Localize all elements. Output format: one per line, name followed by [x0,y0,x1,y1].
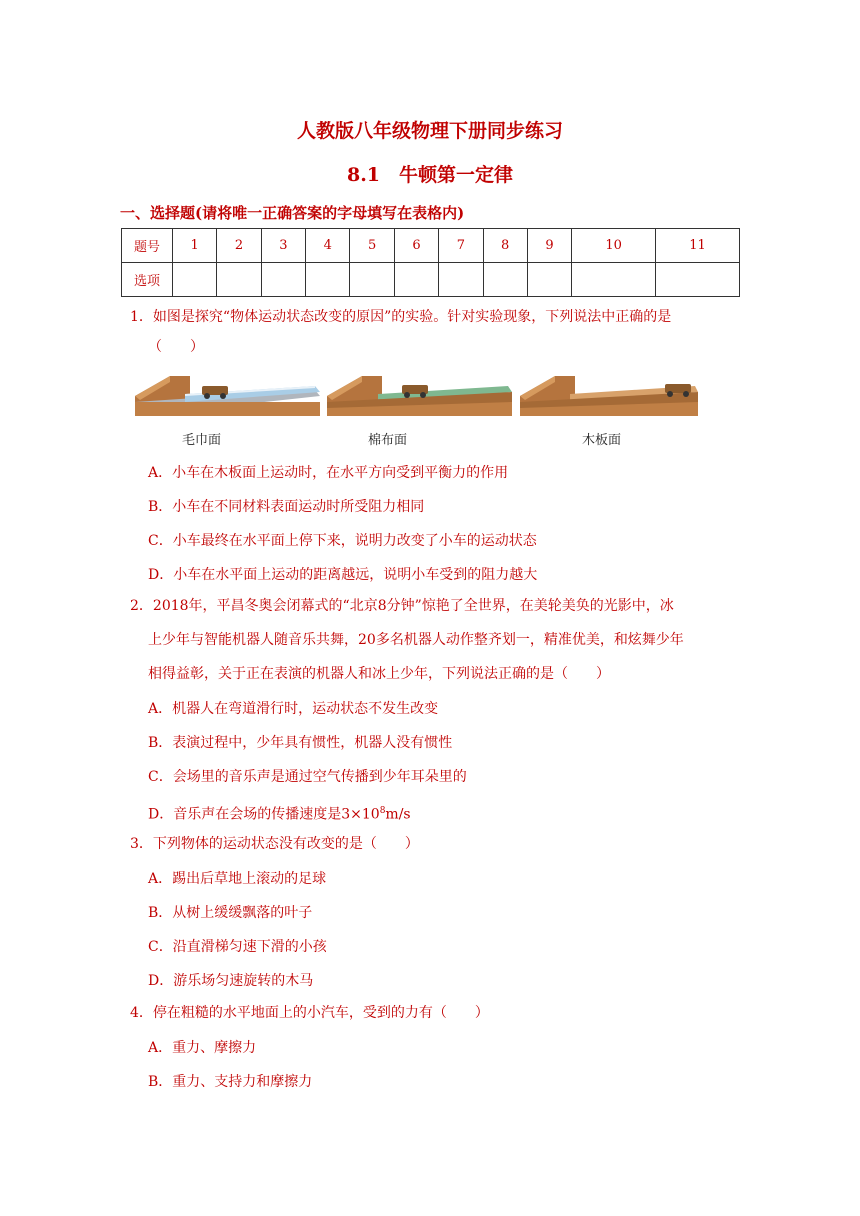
question-2-stem-line-2: 上少年与智能机器人随音乐共舞，20多名机器人动作整齐划一，精准优美，和炫舞少年 [148,632,684,648]
question-2-stem-line-3: 相得益彰，关于正在表演的机器人和冰上少年，下列说法正确的是（ ） [148,666,610,682]
question-2-stem-line-1: 2．2018年，平昌冬奥会闭幕式的“北京8分钟”惊艳了全世界，在美轮美奂的光影中，冰 [130,598,674,614]
answer-table [121,228,740,297]
question-number-cell: 10 [572,229,656,263]
question-4-option-a[interactable]: A．重力、摩擦力 [148,1040,257,1056]
question-number-cell: 9 [527,229,571,263]
question-number-cell: 2 [217,229,261,263]
answer-table-number-row [122,229,740,263]
question-1-stem: 1．如图是探究“物体运动状态改变的原因”的实验。针对实验现象，下列说法中正确的是 [130,309,672,325]
question-2-option-b[interactable]: B．表演过程中，少年具有惯性，机器人没有惯性 [148,735,453,751]
question-1-option-a[interactable]: A．小车在木板面上运动时，在水平方向受到平衡力的作用 [148,465,509,481]
figure-label-wood: 木板面 [582,433,622,448]
answer-table-option-row [122,263,740,297]
answer-cell[interactable] [394,263,438,297]
question-3-option-d[interactable]: D．游乐场匀速旋转的木马 [148,973,314,989]
question-1-option-b[interactable]: B．小车在不同材料表面运动时所受阻力相同 [148,499,425,515]
answer-table-row-label: 选项 [122,263,173,297]
question-number-cell: 7 [439,229,483,263]
section-heading: 一、选择题(请将唯一正确答案的字母填写在表格内) [120,204,465,222]
question-2-option-d-text: D．音乐声在会场的传播速度是3×10 [148,806,380,823]
answer-table-row-label: 题号 [122,229,173,263]
question-number-cell: 4 [306,229,350,263]
lesson-subtitle: 8.1 牛顿第一定律 [346,164,514,186]
question-2-option-d-unit: m/s [385,806,411,823]
question-1-stem-bracket: （ ） [148,339,204,355]
answer-cell[interactable] [656,263,740,297]
question-3-option-b[interactable]: B．从树上缓缓飘落的叶子 [148,905,313,921]
question-number-cell: 3 [261,229,305,263]
answer-cell[interactable] [217,263,261,297]
question-number-cell: 1 [173,229,217,263]
question-3-option-c[interactable]: C．沿直滑梯匀速下滑的小孩 [148,939,327,955]
question-2-option-c[interactable]: C．会场里的音乐声是通过空气传播到少年耳朵里的 [148,769,467,785]
answer-cell[interactable] [439,263,483,297]
figure-label-cloth: 棉布面 [368,433,408,448]
question-2-option-a[interactable]: A．机器人在弯道滑行时，运动状态不发生改变 [148,701,439,717]
question-4-stem: 4．停在粗糙的水平地面上的小汽车，受到的力有（ ） [130,1005,489,1021]
question-number-cell: 11 [656,229,740,263]
answer-cell[interactable] [572,263,656,297]
question-number-cell: 8 [483,229,527,263]
figure-label-towel: 毛巾面 [182,433,222,448]
question-number-cell: 5 [350,229,394,263]
towel-ramp-illustration [135,376,320,416]
question-2-option-d-exponent: 8 [379,806,386,816]
question-3-stem: 3．下列物体的运动状态没有改变的是（ ） [130,836,419,852]
question-1-option-d[interactable]: D．小车在水平面上运动的距离越远，说明小车受到的阻力越大 [148,567,538,583]
wood-ramp-illustration [520,376,698,416]
question-1-option-c[interactable]: C．小车最终在水平面上停下来，说明力改变了小车的运动状态 [148,533,537,549]
answer-cell[interactable] [350,263,394,297]
ramp-experiment-figure [130,368,700,453]
question-4-option-b[interactable]: B．重力、支持力和摩擦力 [148,1074,313,1090]
page-title: 人教版八年级物理下册同步练习 [296,120,563,142]
answer-cell[interactable] [483,263,527,297]
question-3-option-a[interactable]: A．踢出后草地上滚动的足球 [148,871,327,887]
question-number-cell: 6 [394,229,438,263]
answer-cell[interactable] [173,263,217,297]
answer-cell[interactable] [261,263,305,297]
answer-cell[interactable] [306,263,350,297]
question-2-option-d[interactable] [148,801,411,825]
answer-cell[interactable] [527,263,571,297]
cloth-ramp-illustration [327,376,512,416]
